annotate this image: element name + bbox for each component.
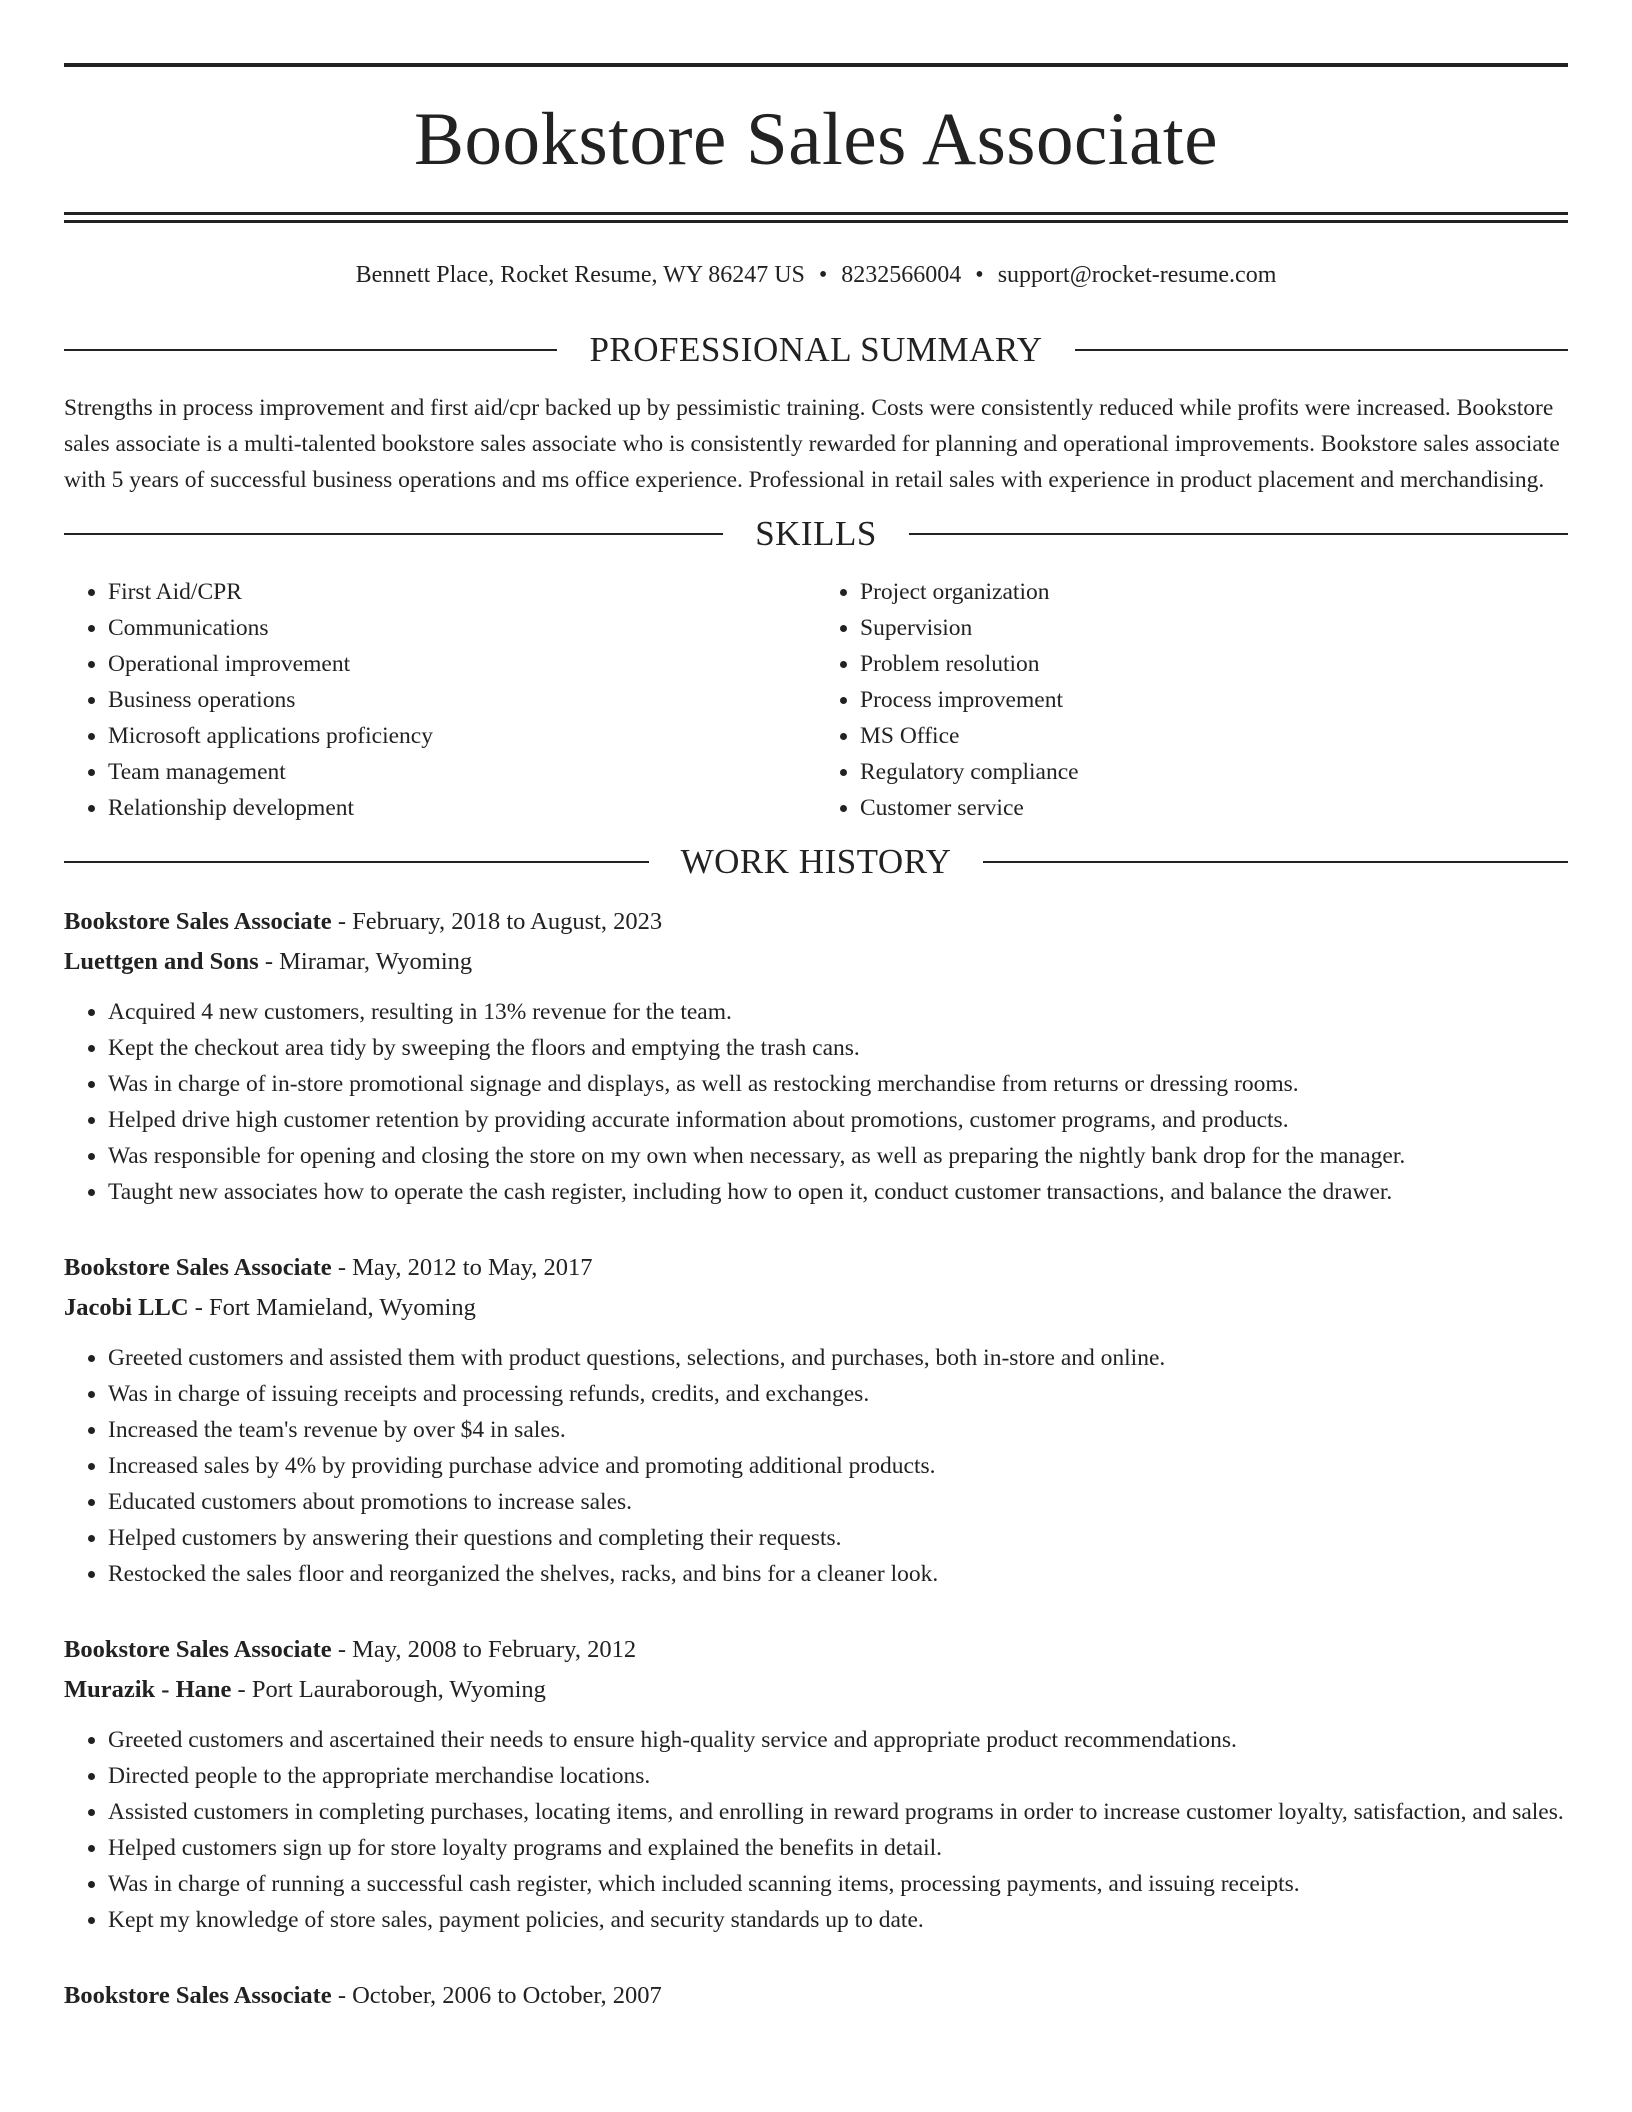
contact-phone: 8232566004 <box>841 262 962 288</box>
resume-title: Bookstore Sales Associate <box>413 98 1219 181</box>
job-title: Bookstore Sales Associate <box>64 908 332 935</box>
top-rule <box>64 63 1568 67</box>
heading-rule <box>64 533 723 535</box>
job-entry <box>64 1630 1568 1938</box>
contact-address: Bennett Place, Rocket Resume, WY 86247 US <box>355 262 805 288</box>
job-entry <box>64 1976 1568 2016</box>
job-company-line <box>64 1288 1568 1328</box>
job-location: - Port Lauraborough, Wyoming <box>231 1676 546 1703</box>
job-company-line <box>64 942 1568 982</box>
job-company: Murazik - Hane <box>64 1676 232 1703</box>
work-history-heading-label: WORK HISTORY <box>680 842 952 881</box>
job-bullet: • Directed people to the appropriate merchandise locations. <box>108 1758 1568 1794</box>
skills-column-right <box>816 574 1568 826</box>
job-bullet: • Was responsible for opening and closing the store on my own when necessary, as well as preparing the nightly bank drop for the manager. <box>108 1138 1568 1174</box>
job-bullet: • Was in charge of issuing receipts and processing refunds, credits, and exchanges. <box>108 1376 1568 1412</box>
summary-heading-label: PROFESSIONAL SUMMARY <box>589 330 1043 369</box>
job-bullet: • Increased the team's revenue by over $4 in sales. <box>108 1412 1568 1448</box>
title-double-rule <box>64 212 1568 223</box>
heading-rule <box>983 861 1568 863</box>
job-bullets <box>64 1722 1568 1938</box>
job-bullet: • Acquired 4 new customers, resulting in 13% revenue for the team. <box>108 994 1568 1030</box>
job-bullets <box>64 994 1568 1210</box>
job-company-line <box>64 1670 1568 1710</box>
job-bullet: • Was in charge of running a successful cash register, which included scanning items, processing payments, and issuing receipts. <box>108 1866 1568 1902</box>
heading-rule <box>64 349 557 351</box>
job-location: - Fort Mamieland, Wyoming <box>188 1294 476 1321</box>
skill-item: • Supervision <box>860 610 1568 646</box>
job-dates: - May, 2012 to May, 2017 <box>331 1254 593 1281</box>
work-history-heading <box>64 842 1568 882</box>
skill-item: • Communications <box>108 610 816 646</box>
job-bullet: • Greeted customers and assisted them with product questions, selections, and purchases, both in-store and online. <box>108 1340 1568 1376</box>
skill-item: • Project organization <box>860 574 1568 610</box>
job-bullets <box>64 1340 1568 1592</box>
job-entry <box>64 1248 1568 1592</box>
job-company: Luettgen and Sons <box>64 948 259 975</box>
contact-email[interactable]: support@rocket-resume.com <box>997 262 1277 288</box>
skill-item: • Operational improvement <box>108 646 816 682</box>
job-title: Bookstore Sales Associate <box>64 1982 332 2009</box>
skills-list <box>64 574 1568 826</box>
job-title-line <box>64 1248 1568 1288</box>
skill-item: • First Aid/CPR <box>108 574 816 610</box>
skills-heading-label: SKILLS <box>755 514 877 553</box>
summary-text: Strengths in process improvement and first aid/cpr backed up by pessimistic training. Costs were consistently reduced while profits were increased. Bookstore sales associate is a multi-talented bookstore sales associate who is consistently rewarded for planning and operational improvements. Bookstore sales associate with 5 years of successful business operations and ms office experience. Professional in retail sales with experience in product placement and merchandising. <box>64 395 1560 493</box>
job-title-line <box>64 1630 1568 1670</box>
contact-line <box>64 260 1568 290</box>
skills-heading <box>64 514 1568 554</box>
job-title: Bookstore Sales Associate <box>64 1254 332 1281</box>
job-bullet: • Restocked the sales floor and reorganized the shelves, racks, and bins for a cleaner look. <box>108 1556 1568 1592</box>
job-bullet: • Educated customers about promotions to increase sales. <box>108 1484 1568 1520</box>
heading-rule <box>909 533 1568 535</box>
skill-item: • Team management <box>108 754 816 790</box>
job-bullet: • Increased sales by 4% by providing purchase advice and promoting additional products. <box>108 1448 1568 1484</box>
job-dates: - May, 2008 to February, 2012 <box>331 1636 637 1663</box>
contact-separator: • <box>975 262 984 288</box>
skill-item: • MS Office <box>860 718 1568 754</box>
job-title-line <box>64 902 1568 942</box>
job-entry <box>64 902 1568 1210</box>
job-location: - Miramar, Wyoming <box>258 948 473 975</box>
job-bullet: • Kept the checkout area tidy by sweeping the floors and emptying the trash cans. <box>108 1030 1568 1066</box>
skill-item: • Process improvement <box>860 682 1568 718</box>
skills-column-left <box>64 574 816 826</box>
job-company: Jacobi LLC <box>64 1294 189 1321</box>
skill-item: • Problem resolution <box>860 646 1568 682</box>
skill-item: • Relationship development <box>108 790 816 826</box>
skill-item: • Customer service <box>860 790 1568 826</box>
job-dates: - October, 2006 to October, 2007 <box>331 1982 662 2009</box>
job-bullet: • Helped customers by answering their questions and completing their requests. <box>108 1520 1568 1556</box>
contact-separator: • <box>818 262 828 288</box>
job-dates: - February, 2018 to August, 2023 <box>331 908 663 935</box>
job-title-line <box>64 1976 1568 2016</box>
skill-item: • Microsoft applications proficiency <box>108 718 816 754</box>
job-bullet: • Greeted customers and ascertained their needs to ensure high-quality service and appropriate product recommendations. <box>108 1722 1568 1758</box>
summary-heading <box>64 330 1568 370</box>
job-bullet: • Taught new associates how to operate the cash register, including how to open it, conduct customer transactions, and balance the drawer. <box>108 1174 1568 1210</box>
resume-page <box>64 0 1568 2016</box>
skill-item: • Regulatory compliance <box>860 754 1568 790</box>
job-bullet: • Helped drive high customer retention by providing accurate information about promotions, customer programs, and products. <box>108 1102 1568 1138</box>
job-bullet: • Kept my knowledge of store sales, payment policies, and security standards up to date. <box>108 1902 1568 1938</box>
skill-item: • Business operations <box>108 682 816 718</box>
job-bullet: • Assisted customers in completing purchases, locating items, and enrolling in reward programs in order to increase customer loyalty, satisfaction, and sales. <box>108 1794 1568 1830</box>
heading-rule <box>1075 349 1568 351</box>
heading-rule <box>64 861 649 863</box>
job-title: Bookstore Sales Associate <box>64 1636 332 1663</box>
job-bullet: • Helped customers sign up for store loyalty programs and explained the benefits in detail. <box>108 1830 1568 1866</box>
job-bullet: • Was in charge of in-store promotional signage and displays, as well as restocking merchandise from returns or dressing rooms. <box>108 1066 1568 1102</box>
